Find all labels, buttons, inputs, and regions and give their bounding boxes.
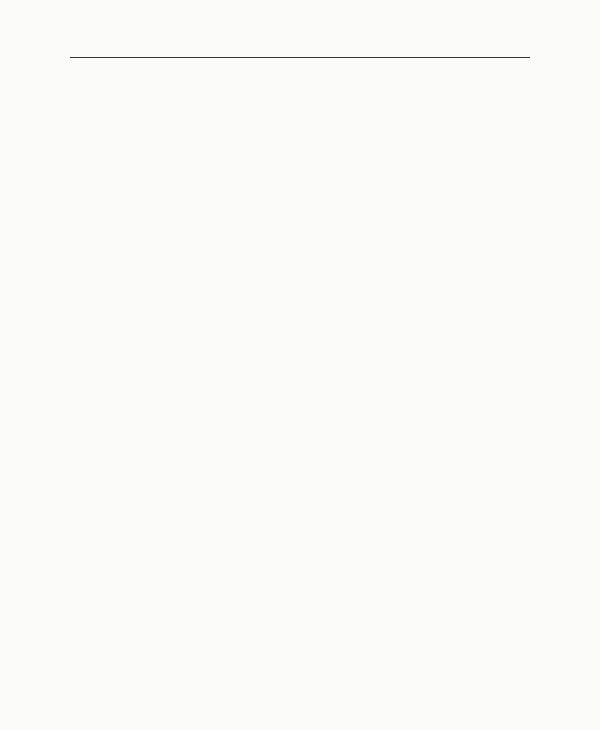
running-header	[76, 40, 530, 58]
header-rule	[70, 57, 530, 58]
abstract-block	[66, 196, 534, 209]
keywords-block	[66, 262, 534, 275]
